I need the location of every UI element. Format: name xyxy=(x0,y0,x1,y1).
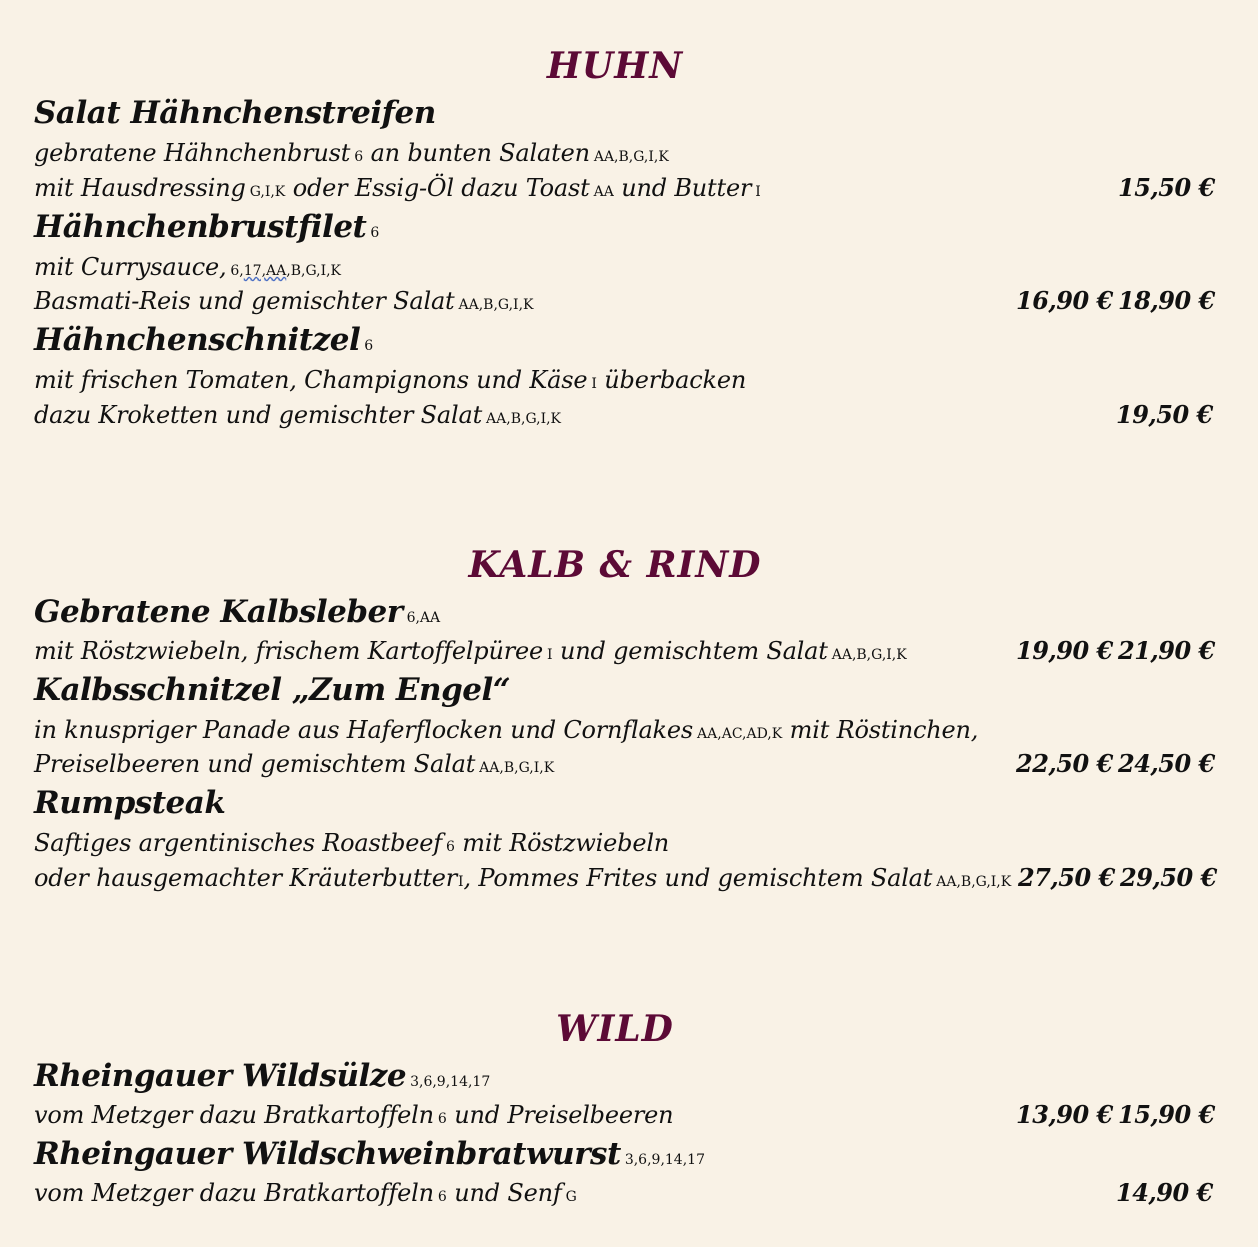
dish-name-text: Hähnchenbrustfilet xyxy=(34,209,367,245)
dish-name-haehnchenbrustfilet xyxy=(34,209,379,251)
description-text: Preiselbeeren und gemischtem Salat xyxy=(34,750,476,778)
dish-name-rumpsteak xyxy=(34,785,225,821)
price-large: 18,90 € xyxy=(1118,286,1215,315)
dish-name-text: Rheingauer Wildschweinbratwurst xyxy=(34,1136,621,1172)
dish-name-text: Rheingauer Wildsülze xyxy=(34,1058,407,1094)
allergen-code: AA,B,G,I,K xyxy=(486,411,562,427)
dish-name-gebratene-kalbsleber xyxy=(34,594,440,636)
price-small: 22,50 € xyxy=(1016,749,1113,778)
allergen-code: I xyxy=(547,647,553,663)
description-text: mit frischen Tomaten, Champignons und Käse xyxy=(34,366,588,394)
dish-description-line xyxy=(34,252,341,286)
price: 15,50 € xyxy=(1118,173,1215,202)
allergen-code-part: ,B,G,I,K xyxy=(286,263,342,279)
description-text: mit Röstzwiebeln xyxy=(462,829,670,857)
description-text: Saftiges argentinisches Roastbeef xyxy=(34,829,442,857)
allergen-code: 6 xyxy=(437,1189,447,1205)
description-text: an bunten Salaten xyxy=(370,139,590,167)
description-text: vom Metzger dazu Bratkartoffeln xyxy=(34,1179,434,1207)
dish-name-haehnchenschnitzel xyxy=(34,322,373,364)
dish-name-text: Rumpsteak xyxy=(34,785,226,821)
allergen-code: AA,AC,AD,K xyxy=(697,726,783,742)
dish-description-line xyxy=(34,400,561,434)
allergen-code: 6 xyxy=(437,1111,447,1127)
allergen-code: 6,AA xyxy=(406,610,441,626)
section-heading-wild: WILD xyxy=(556,1008,674,1050)
description-text: in knuspriger Panade aus Haferflocken und Cornflakes xyxy=(34,716,694,744)
allergen-code-part: 6, xyxy=(230,263,244,279)
description-text: vom Metzger dazu Bratkartoffeln xyxy=(34,1101,434,1129)
price-large: 24,50 € xyxy=(1118,749,1215,778)
description-text: Basmati-Reis und gemischter Salat xyxy=(34,287,455,315)
dish-name-rheingauer-wildschweinbratwurst xyxy=(34,1136,705,1178)
price-small: 27,50 € xyxy=(1018,863,1115,892)
allergen-code: G xyxy=(565,1189,577,1205)
dish-name-text: Hähnchenschnitzel xyxy=(34,322,361,358)
allergen-code: AA,B,G,I,K xyxy=(831,647,907,663)
dish-name-kalbsschnitzel xyxy=(34,672,510,708)
allergen-code: 6 xyxy=(354,149,364,165)
price-large: 21,90 € xyxy=(1118,636,1215,665)
description-text: oder hausgemachter Kräuterbutter xyxy=(34,864,458,892)
description-text: und Preiselbeeren xyxy=(454,1101,674,1129)
description-text: gebratene Hähnchenbrust xyxy=(34,139,351,167)
allergen-code: I xyxy=(458,874,464,890)
description-text: oder Essig-Öl dazu Toast xyxy=(292,174,590,202)
allergen-code: AA,B,G,I,K xyxy=(593,149,669,165)
allergen-code: AA,B,G,I,K xyxy=(936,874,1012,890)
price-large: 29,50 € xyxy=(1120,863,1217,892)
dish-description-line xyxy=(34,286,534,320)
allergen-code: 6 xyxy=(445,839,455,855)
allergen-code: G,I,K xyxy=(249,184,286,200)
description-text: und Senf xyxy=(454,1179,562,1207)
section-heading-kalb-rind: KALB & RIND xyxy=(468,544,762,586)
allergen-code: 6 xyxy=(370,225,380,241)
dish-description-line xyxy=(34,1178,577,1212)
spellcheck-marked-code: 17,AA xyxy=(243,263,287,279)
price-small: 16,90 € xyxy=(1016,286,1113,315)
allergen-code: I xyxy=(755,184,761,200)
dish-description-line xyxy=(34,365,746,399)
price-large: 15,90 € xyxy=(1118,1100,1215,1129)
price-small: 13,90 € xyxy=(1016,1100,1113,1129)
section-heading-huhn: HUHN xyxy=(546,45,684,87)
description-text: mit Currysauce, xyxy=(34,253,227,281)
dish-description-line xyxy=(34,715,978,749)
allergen-code xyxy=(230,263,341,279)
description-text: mit Röstzwiebeln, frischem Kartoffelpüree xyxy=(34,637,543,665)
allergen-code: 3,6,9,14,17 xyxy=(624,1152,705,1168)
allergen-code: 3,6,9,14,17 xyxy=(410,1074,491,1090)
dish-description-line xyxy=(34,1100,673,1134)
dish-name-text: Gebratene Kalbsleber xyxy=(34,594,403,630)
allergen-code: I xyxy=(591,376,597,392)
allergen-code: AA,B,G,I,K xyxy=(479,760,555,776)
dish-description-line xyxy=(34,138,669,172)
dish-description-line xyxy=(34,749,554,783)
allergen-code: AA xyxy=(593,184,614,200)
dish-name-salat-haehnchenstreifen xyxy=(34,95,436,131)
dish-description-line xyxy=(34,636,907,670)
description-text: dazu Kroketten und gemischter Salat xyxy=(34,401,483,429)
description-text: mit Röstinchen, xyxy=(789,716,979,744)
allergen-code: 6 xyxy=(364,338,374,354)
description-text: überbacken xyxy=(604,366,747,394)
description-text: und Butter xyxy=(621,174,752,202)
description-text: , Pommes Frites und gemischtem Salat xyxy=(463,864,933,892)
dish-description-line xyxy=(34,863,1011,897)
dish-description-line xyxy=(34,173,761,207)
dish-name-text: Kalbsschnitzel „Zum Engel“ xyxy=(34,672,511,708)
dish-name-text: Salat Hähnchenstreifen xyxy=(34,95,436,131)
description-text: mit Hausdressing xyxy=(34,174,246,202)
description-text: und gemischtem Salat xyxy=(559,637,828,665)
price: 14,90 € xyxy=(1116,1178,1213,1207)
price-small: 19,90 € xyxy=(1016,636,1113,665)
allergen-code: AA,B,G,I,K xyxy=(458,297,534,313)
price: 19,50 € xyxy=(1116,400,1213,429)
dish-name-rheingauer-wildsuelze xyxy=(34,1058,490,1100)
dish-description-line xyxy=(34,828,669,862)
